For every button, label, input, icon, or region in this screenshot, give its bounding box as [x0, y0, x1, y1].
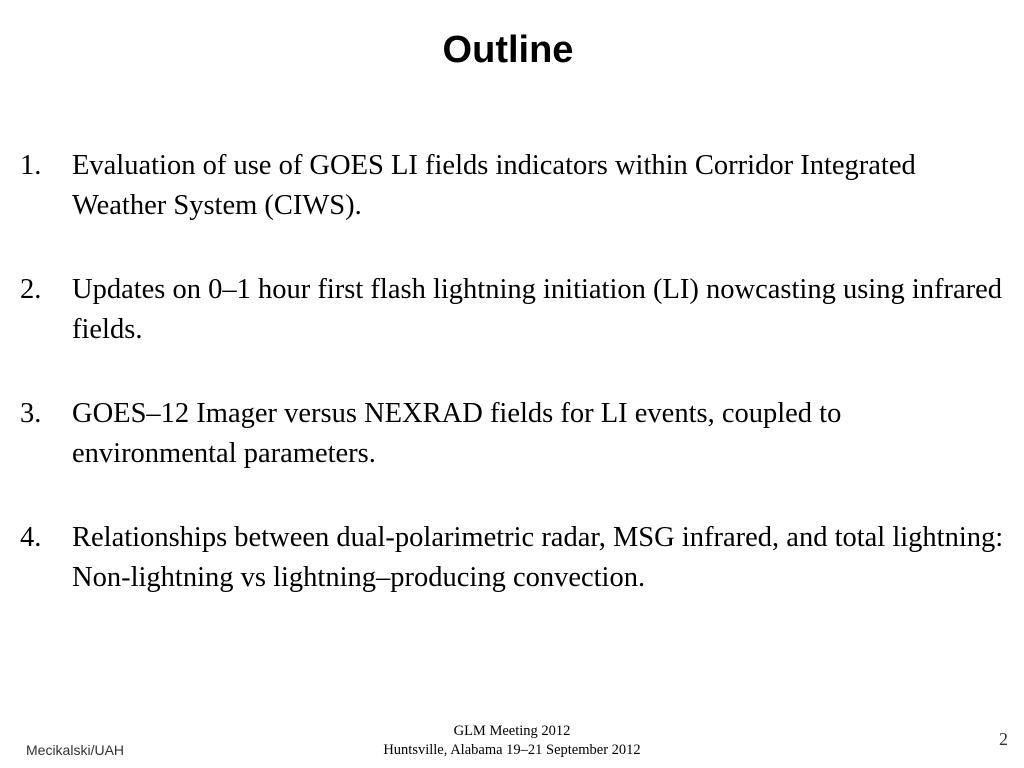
outline-item-number: 3.: [20, 398, 42, 429]
outline-item: [20, 518, 1010, 598]
outline-item-text: GOES–12 Imager versus NEXRAD fields for LI events, coupled to environmental parameters.: [72, 398, 842, 469]
slide-title: Outline: [442, 29, 574, 71]
footer-meeting-location: Huntsville, Alabama 19–21 September 2012: [383, 742, 641, 758]
outline-item: [20, 270, 1010, 350]
footer-author: Mecikalski/UAH: [26, 742, 125, 758]
outline-item-text: Evaluation of use of GOES LI fields indicators within Corridor Integrated Weather System (CIWS).: [72, 150, 916, 221]
outline-item-text: Updates on 0–1 hour first flash lightning initiation (LI) nowcasting using infrared fields.: [72, 274, 1003, 345]
footer-meeting-info: [312, 722, 712, 760]
outline-item-text: Relationships between dual-polarimetric radar, MSG infrared, and total lightning: Non-lightning vs lightning–producing convection.: [72, 522, 1004, 593]
page-number: 2: [999, 729, 1008, 749]
outline-item-number: 1.: [20, 150, 42, 181]
footer-meeting-name: GLM Meeting 2012: [453, 723, 571, 739]
outline-list: [20, 146, 1010, 642]
outline-item-number: 4.: [20, 522, 42, 553]
outline-item: [20, 394, 1010, 474]
outline-item-number: 2.: [20, 274, 42, 305]
outline-item: [20, 146, 1010, 226]
